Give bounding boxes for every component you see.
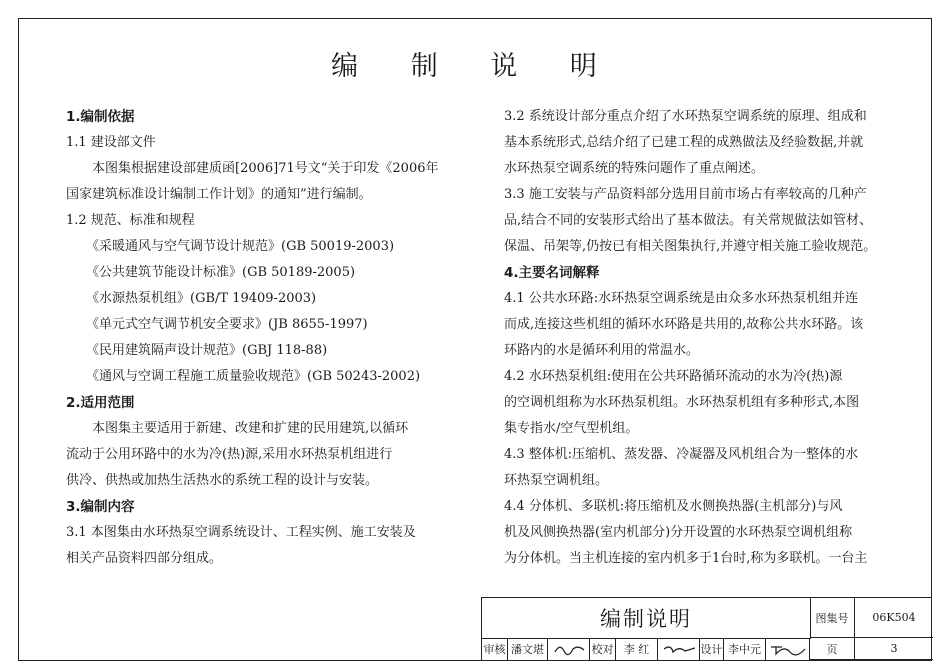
text-line: 1.1 建设部文件: [66, 135, 156, 150]
text-line: 相关产品资料四部分组成。: [66, 551, 223, 566]
design-label: 设计: [700, 638, 724, 660]
page-number: 3: [855, 638, 933, 660]
page-label: 页: [810, 638, 855, 660]
text-line: 保温、吊架等,仍按已有相关图集执行,并遵守相关施工验收规范。: [504, 239, 877, 254]
signature-scribble-icon: [768, 641, 808, 657]
text-line: 3.2 系统设计部分重点介绍了水环热泵空调系统的原理、组成和: [504, 109, 867, 124]
text-line: 水环热泵空调系统的特殊问题作了重点阐述。: [504, 161, 765, 176]
text-line: 基本系统形式,总结介绍了已建工程的成熟做法及经验数据,并就: [504, 135, 864, 150]
text-line: 集专指水/空气型机组。: [504, 421, 639, 436]
text-line: 《采暖通风与空气调节设计规范》(GB 50019-2003): [86, 239, 395, 254]
text-line: 本图集根据建设部建质函[2006]71号文“关于印发《2006年: [92, 161, 439, 176]
text-line: 国家建筑标准设计编制工作计划》的通知”进行编制。: [66, 187, 372, 202]
review-label: 审核: [482, 638, 508, 660]
reviewer-signature: [548, 638, 590, 660]
left-column: [66, 104, 466, 572]
check-label: 校对: [590, 638, 616, 660]
signature-scribble-icon: [661, 641, 697, 657]
signature-row: [482, 638, 810, 660]
text-line: 3.3 施工安装与产品资料部分选用目前市场占有率较高的几种产: [504, 187, 867, 202]
text-line: 3.1 本图集由水环热泵空调系统设计、工程实例、施工安装及: [66, 525, 416, 540]
text-line: 4.2 水环热泵机组:使用在公共环路循环流动的水为冷(热)源: [504, 369, 843, 384]
checker-signature: [658, 638, 700, 660]
designer-name: 李中元: [724, 638, 766, 660]
reviewer-name: 潘文堪: [508, 638, 548, 660]
text-line: 本图集主要适用于新建、改建和扩建的民用建筑,以循环: [92, 421, 409, 436]
text-line: 为分体机。当主机连接的室内机多于1台时,称为多联机。一台主: [504, 551, 868, 566]
text-line: 而成,连接这些机组的循环水环路是共用的,故称公共水环路。该: [504, 317, 864, 332]
text-line: 品,结合不同的安装形式给出了基本做法。有关常规做法如管材、: [504, 213, 873, 228]
signature-scribble-icon: [551, 641, 587, 657]
right-column: [504, 104, 904, 572]
text-line: 4.1 公共水环路:水环热泵空调系统是由众多水环热泵机组并连: [504, 291, 859, 306]
atlas-number-label: 图集号: [810, 598, 855, 638]
text-line: 4.3 整体机:压缩机、蒸发器、冷凝器及风机组合为一整体的水: [504, 447, 859, 462]
text-line: 环路内的水是循环利用的常温水。: [504, 343, 700, 358]
text-line: 流动于公用环路中的水为冷(热)源,采用水环热泵机组进行: [66, 447, 393, 462]
text-line: 2.适用范围: [66, 395, 135, 411]
atlas-number: 06K504: [855, 598, 933, 638]
text-line: 4.4 分体机、多联机:将压缩机及水侧换热器(主机部分)与风: [504, 499, 843, 514]
text-line: 1.2 规范、标准和规程: [66, 213, 195, 228]
designer-signature: [766, 638, 810, 660]
text-line: 4.主要名词解释: [504, 265, 600, 281]
text-line: 的空调机组称为水环热泵机组。水环热泵机组有多种形式,本图: [504, 395, 860, 410]
title-block-name: 编制说明: [482, 598, 811, 639]
text-line: 《公共建筑节能设计标准》(GB 50189-2005): [86, 265, 356, 280]
checker-name: 李 红: [616, 638, 658, 660]
text-line: 机及风侧换热器(室内机部分)分开设置的水环热泵空调机组称: [504, 525, 853, 540]
text-line: 《民用建筑隔声设计规范》(GBJ 118-88): [86, 343, 328, 358]
text-line: 《单元式空气调节机安全要求》(JB 8655-1997): [86, 317, 368, 332]
text-line: 供冷、供热或加热生活热水的系统工程的设计与安装。: [66, 473, 379, 488]
page-title: 编 制 说 明: [331, 51, 619, 82]
text-line: 1.编制依据: [66, 109, 135, 125]
text-line: 环热泵空调机组。: [504, 473, 609, 488]
text-line: 《水源热泵机组》(GB/T 19409-2003): [86, 291, 317, 306]
text-line: 《通风与空调工程施工质量验收规范》(GB 50243-2002): [86, 369, 421, 384]
title-block: [481, 597, 932, 661]
text-line: 3.编制内容: [66, 499, 135, 515]
